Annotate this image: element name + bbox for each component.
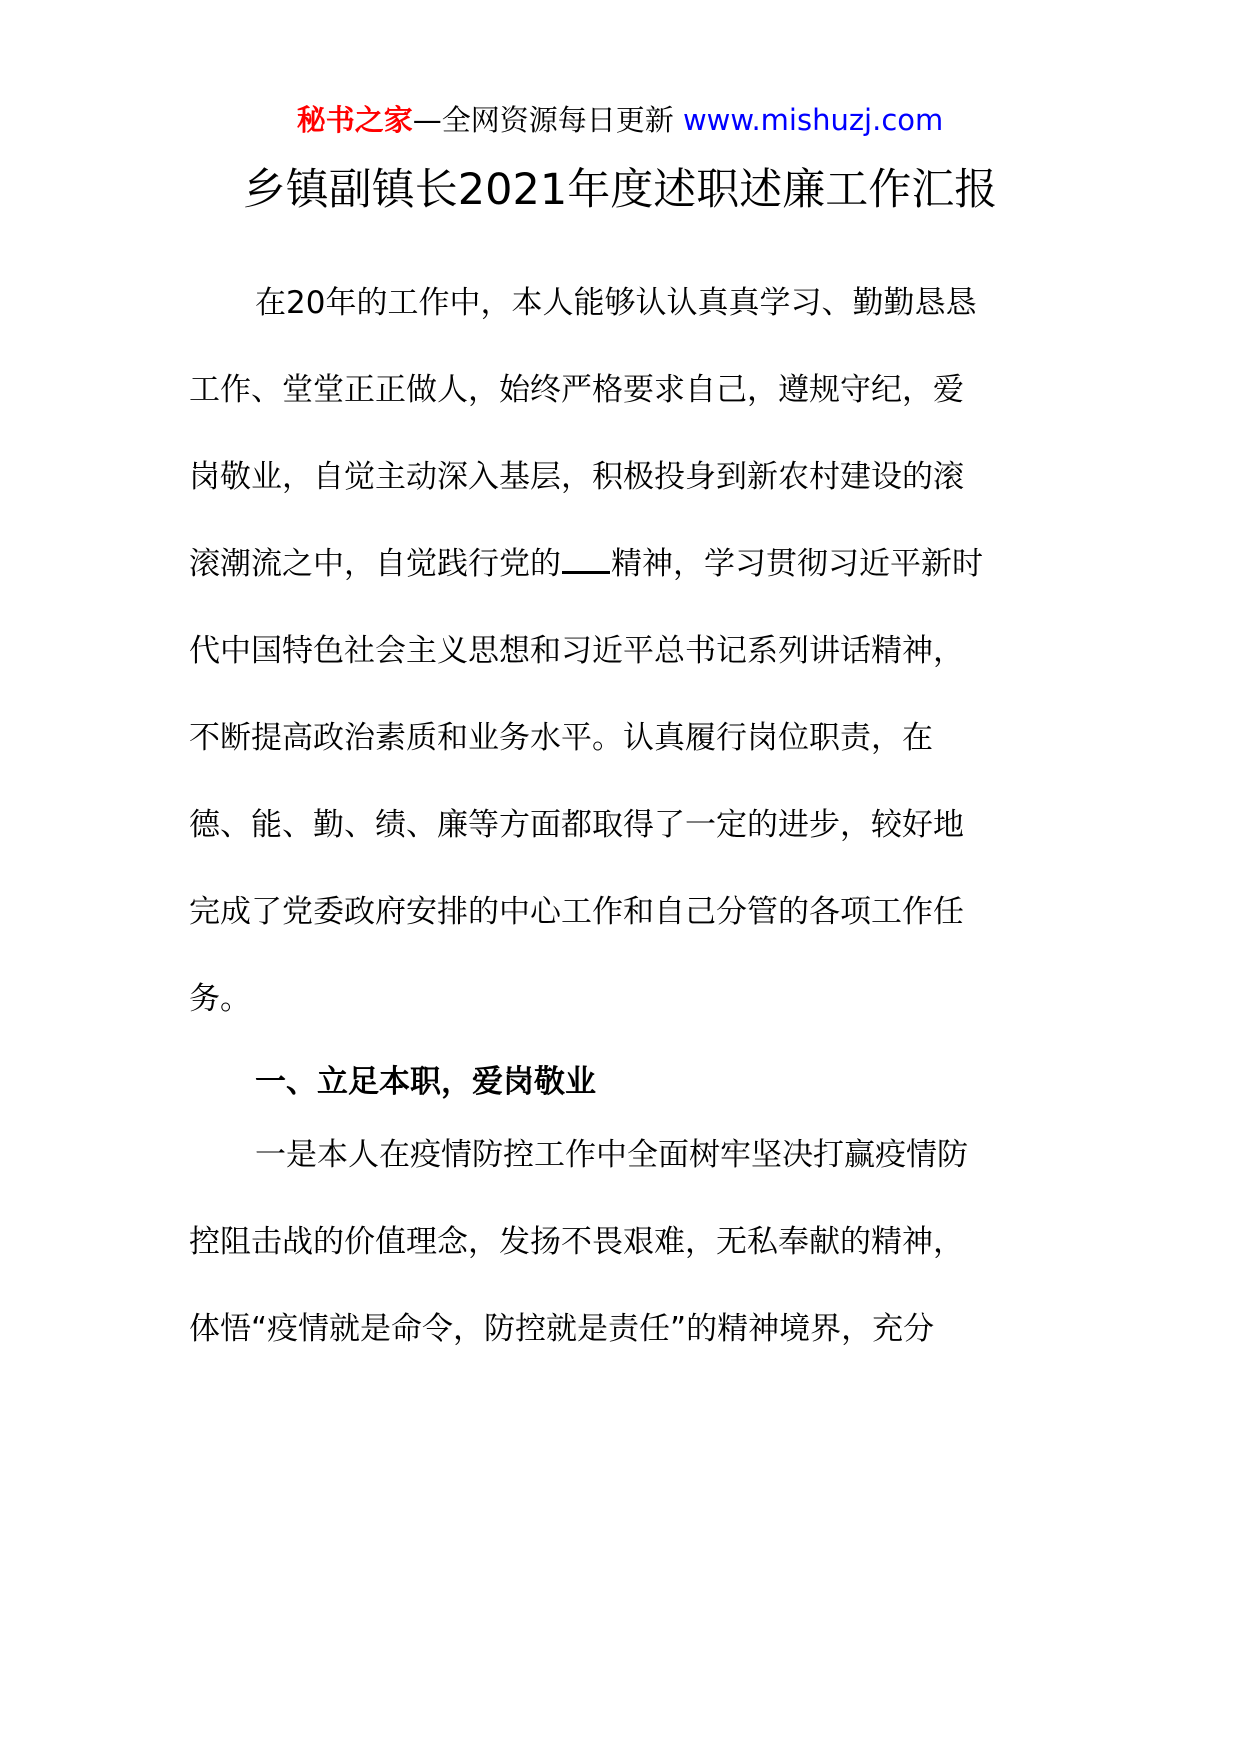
site-header: [0, 100, 1240, 140]
paragraph-1-line-4: [189, 542, 983, 586]
paragraph-2-line-3: 体悟“疫情就是命令，防控就是责任”的精神境界，充分: [189, 1311, 935, 1347]
site-url-link[interactable]: www.mishuzj.com: [682, 103, 944, 137]
paragraph-1-line-8: 完成了党委政府安排的中心工作和自己分管的各项工作任: [189, 894, 964, 930]
paragraph-1-line-5: 代中国特色社会主义思想和习近平总书记系列讲话精神，: [189, 633, 964, 669]
brand-name: 秘书之家: [296, 103, 413, 137]
fill-in-blank: [562, 569, 610, 574]
paragraph-2-line-1: 一是本人在疫情防控工作中全面树牢坚决打赢疫情防: [255, 1137, 968, 1173]
paragraph-1-line-7: 德、能、勤、绩、廉等方面都取得了一定的进步，较好地: [189, 807, 964, 843]
paragraph-1-line-4-before-blank: 滚潮流之中，自觉践行党的: [189, 546, 561, 582]
paragraph-1-line-9: 务。: [189, 981, 251, 1017]
section-heading-1: 一、立足本职，爱岗敬业: [255, 1064, 596, 1100]
paragraph-1-line-2: 工作、堂堂正正做人，始终严格要求自己，遵规守纪，爱: [189, 372, 964, 408]
paragraph-1-line-3: 岗敬业，自觉主动深入基层，积极投身到新农村建设的滚: [189, 459, 964, 495]
site-tagline: —全网资源每日更新: [412, 103, 674, 137]
paragraph-2-line-2: 控阻击战的价值理念，发扬不畏艰难，无私奉献的精神，: [189, 1224, 964, 1260]
paragraph-1-line-1: 在20年的工作中，本人能够认认真真学习、勤勤恳恳: [255, 285, 977, 321]
paragraph-1-line-6: 不断提高政治素质和业务水平。认真履行岗位职责，在: [189, 720, 933, 756]
document-title: 乡镇副镇长2021年度述职述廉工作汇报: [242, 165, 998, 215]
paragraph-1-line-4-after-blank: 精神，学习贯彻习近平新时: [611, 546, 983, 582]
